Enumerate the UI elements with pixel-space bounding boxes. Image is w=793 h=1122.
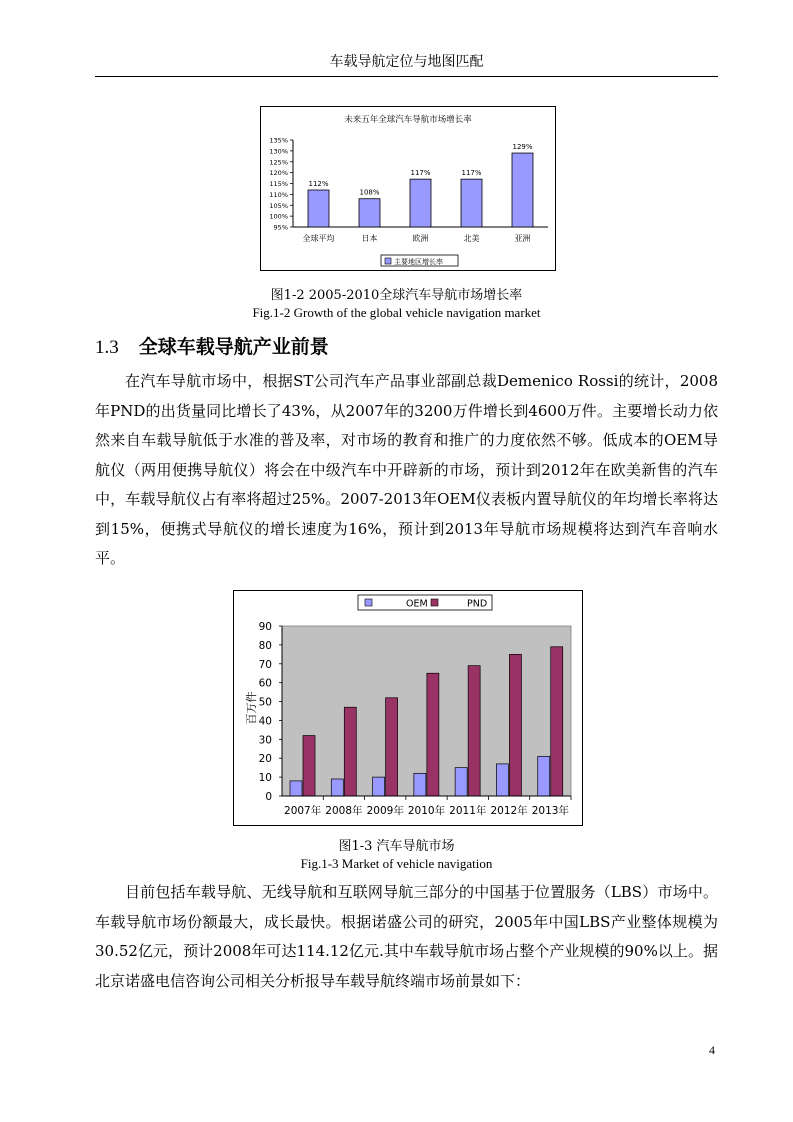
chart2-bar-oem (538, 756, 550, 796)
chart1-y-tick-label: 125% (269, 158, 288, 167)
chart2-bar-oem (455, 768, 467, 796)
running-header: 车载导航定位与地图匹配 (95, 52, 718, 77)
chart2-bar-oem (373, 777, 385, 796)
chart1-category-label: 亚洲 (514, 234, 531, 243)
chart1-category-label: 全球平均 (302, 234, 335, 243)
chart1-y-tick-label: 120% (269, 169, 288, 178)
growth-rate-chart (260, 106, 556, 271)
chart2-bar-pnd (468, 666, 480, 796)
chart2-category-label: 2011年 (449, 805, 487, 817)
chart2-y-tick-label: 80 (258, 639, 272, 652)
figure2-caption-en: Fig.1-3 Market of vehicle navigation (300, 856, 493, 871)
chart2-category-label: 2012年 (490, 805, 528, 817)
chart2-legend-label-pnd: PND (467, 598, 488, 610)
chart2-y-tick-label: 60 (258, 677, 272, 690)
chart1-legend-swatch (385, 258, 391, 264)
chart2-bar-oem (290, 781, 302, 796)
chart1-legend-label: 主要地区增长率 (394, 258, 443, 266)
chart2-category-label: 2010年 (407, 805, 446, 817)
chart2-y-tick-label: 90 (258, 621, 272, 633)
chart2-plot-area (282, 626, 571, 796)
chart2-bar-oem (331, 779, 343, 796)
chart2-legend-swatch-oem (365, 599, 372, 606)
navigation-market-chart (233, 590, 583, 826)
chart1-bar (308, 190, 329, 227)
section-number: 1.3 (95, 337, 119, 358)
chart1-y-tick-label: 130% (269, 147, 288, 156)
chart2-bar-pnd (303, 736, 315, 796)
chart1-category-label: 日本 (361, 234, 378, 243)
chart1-data-label: 117% (461, 169, 482, 178)
chart2-legend-label-oem: OEM (406, 598, 428, 610)
chart2-y-tick-label: 50 (258, 696, 272, 709)
chart1-data-label: 108% (359, 188, 380, 197)
chart1-data-label: 112% (308, 180, 329, 189)
paragraph-1: 在汽车导航市场中，根据ST公司汽车产品事业部副总裁Demenico Rossi的统计，2008年PND的出货量同比增长了43%，从2007年的3200万件增长到4600万件。主要增长动力依然来自车载导航低于水准的普及率，对市场的教育和推广的力度依然不够。低成本的OEM导航仪（两用便携导航仪）将会在中级汽车中开辟新的市场，预计到2012年在欧美新售的汽车中，车载导航仪占有率将超过25%。2007-2013年OEM仪表板内置导航仪的年均增长率将达到15%，便携式导航仪的增长速度为16%，预计到2013年导航市场规模将达到汽车音响水平。 (95, 372, 718, 567)
chart1-bar (410, 179, 431, 227)
chart1-category-label: 北美 (463, 234, 480, 243)
figure1-caption-cn: 图1-2 2005-2010全球汽车导航市场增长率 (270, 288, 523, 303)
chart2-legend-swatch-pnd (431, 599, 438, 606)
chart2-bar-oem (414, 773, 426, 796)
chart1-y-tick-label: 110% (269, 190, 288, 199)
chart2-y-tick-label: 10 (258, 772, 272, 785)
chart1-y-tick-label: 105% (269, 201, 288, 210)
section-title-text: 全球车载导航产业前景 (138, 336, 329, 358)
figure2-caption-cn: 图1-3 汽车导航市场 (338, 839, 455, 854)
chart2-category-label: 2013年 (531, 805, 569, 817)
chart2-y-tick-label: 70 (258, 658, 272, 671)
chart1-y-tick-label: 100% (269, 212, 288, 221)
figure1-caption-en: Fig.1-2 Growth of the global vehicle navigation market (252, 305, 541, 320)
paragraph-2: 目前包括车载导航、无线导航和互联网导航三部分的中国基于位置服务（LBS）市场中。车载导航市场份额最大，成长最快。根据诺盛公司的研究，2005年中国LBS产业整体规模为30.52亿元，预计2008年可达114.12亿元.其中车载导航市场占整个产业规模的90%以上。据北京诺盛电信咨询公司相关分析报导车载导航终端市场前景如下： (95, 883, 718, 990)
chart1-category-label: 欧洲 (412, 234, 429, 243)
section-heading (95, 332, 329, 359)
chart2-bar-pnd (427, 673, 439, 796)
chart1-title: 未来五年全球汽车导航市场增长率 (344, 115, 472, 125)
page-number: 4 (709, 1043, 715, 1057)
chart2-bar-oem (496, 764, 508, 796)
chart1-y-tick-label: 95% (273, 223, 288, 232)
chart2-y-tick-label: 30 (258, 734, 272, 747)
chart2-bar-pnd (551, 647, 563, 796)
chart1-bar (359, 199, 380, 227)
chart2-bar-pnd (386, 698, 398, 796)
chart2-bar-pnd (344, 707, 356, 796)
chart2-category-label: 2008年 (325, 805, 363, 817)
chart1-bar (512, 153, 533, 227)
chart2-ylabel: 百万件 (245, 691, 258, 725)
chart2-bar-pnd (509, 654, 521, 796)
chart2-y-tick-label: 0 (265, 791, 272, 803)
chart2-category-label: 2007年 (284, 805, 322, 817)
chart1-bar (461, 179, 482, 227)
chart1-y-tick-label: 135% (269, 136, 288, 145)
chart1-y-tick-label: 115% (269, 180, 288, 188)
chart1-data-label: 117% (410, 169, 431, 178)
chart1-data-label: 129% (512, 143, 533, 152)
chart2-y-tick-label: 40 (258, 715, 272, 728)
chart2-category-label: 2009年 (366, 805, 404, 817)
chart2-y-tick-label: 20 (258, 753, 272, 766)
